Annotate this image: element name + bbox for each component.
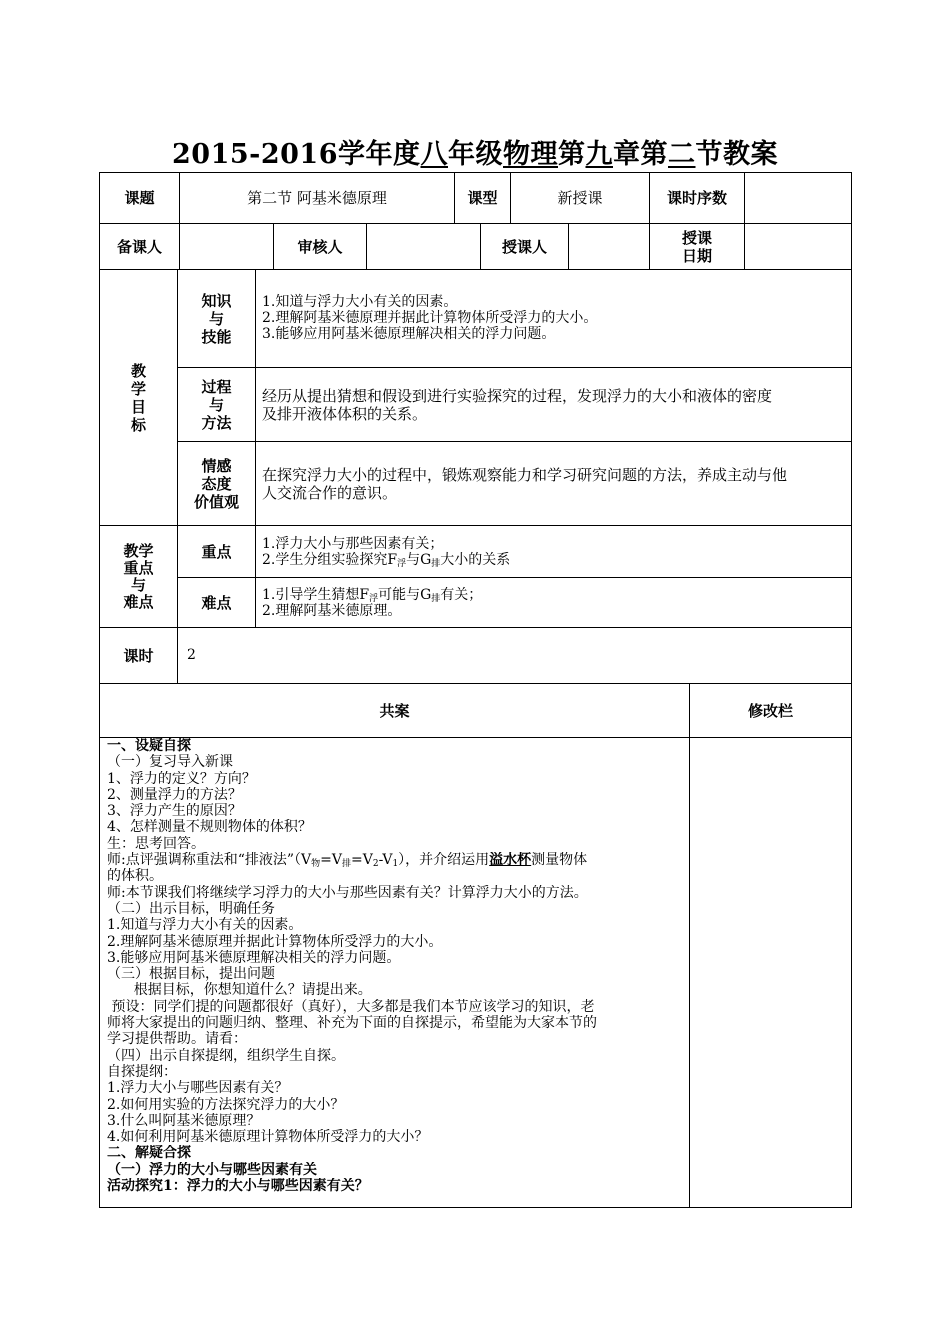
period-order-label: 课时序数 [666, 189, 727, 207]
key-point-text: 1.浮力大小与那些因素有关； 2.学生分组实验探究$F_浮$与$G_排$大小的关系 [262, 536, 511, 569]
teacher-label: 授课人 [501, 237, 547, 256]
preparer-label: 备课人 [116, 237, 162, 256]
page-title: 2015-2016学年度八年级物理第九章第二节教案 [172, 139, 778, 170]
objectives-label: 教 学 目 标 [130, 361, 146, 434]
type-label: 课型 [467, 189, 498, 207]
lesson-plan-body: 一、设疑自探 （一）复习导入新课 1、浮力的定义？方向？ 2、测量浮力的方法？ 3、浮力产生的原因？ 4、怎样测量不规则物体的体积？ 生：思考回答。 师:点评强调称重法和“排液法$”(V_物=V_排=V_2-V_1)$，并介绍运用溢水杯测量物体 的体积。 师:本节课我们将继续学习浮力的大小与那些因素有关？计算浮力大小的方法。 （二）出示目标，明确任务 1.知道与浮力大小有关的因素。 2.理解阿基米德原理并据此计算物体所受浮力的大小。 3.能够应用阿基米德原理解决相关的浮力问题。 （三）根据目标，提出问题 根据目标，你想知道什么？请提出来。 预设：同学们提的问题都很好（真好），大多都是我们本节应该学习的知识，老 师将大家提出的问题归纳、整理、补充为下面的自探提示，希望能为大家本节的 学习提供帮助。请看： （四）出示自探提纲，组织学生自探。 自探提纲： 1.浮力大小与哪些因素有关？ 2.如何用实验的方法探究浮力的大小？ 3.什么叫阿基米德原理？ 4.如何利用阿基米德原理计算物体所受浮力的大小？ 二、解疑合探 （一）浮力的大小与哪些因素有关 活动探究1：浮力的大小与哪些因素有关？ [107, 738, 597, 1195]
attitude-text: 在探究浮力大小的过程中，锻炼观察能力和学习研究问题的方法，养成主动与他 人交流合作的意识。 [262, 466, 788, 502]
reviewer-label: 审核人 [297, 237, 343, 256]
attitude-label: 情感 态度 价值观 [193, 456, 239, 511]
process-label: 过程 与 方法 [201, 377, 232, 432]
key-point-label: 重点 [201, 542, 232, 561]
shared-plan-header: 共案 [379, 701, 410, 720]
process-text: 经历从提出猜想和假设到进行实验探究的过程，发现浮力的大小和液体的密度 及排开液体体积的关系。 [262, 387, 773, 423]
type-value: 新授课 [557, 189, 603, 207]
knowledge-label: 知识 与 技能 [201, 291, 232, 346]
knowledge-text: 1.知道与浮力大小有关的因素。 2.理解阿基米德原理并据此计算物体所受浮力的大小。 3.能够应用阿基米德原理解决相关的浮力问题。 [262, 294, 598, 342]
topic-label: 课题 [124, 189, 155, 207]
hours-value: 2 [187, 647, 196, 663]
revision-column-header: 修改栏 [747, 701, 793, 720]
date-label: 授课 日期 [681, 228, 712, 265]
period-order-value [745, 173, 851, 223]
focus-label: 教学 重点 与 难点 [123, 541, 154, 611]
hours-label: 课时 [123, 646, 154, 665]
difficulty-text: 1.引导学生猜想$F_浮$可能与$G_排$有关； 2.理解阿基米德原理。 [262, 587, 483, 619]
topic-value: 第二节 阿基米德原理 [247, 189, 387, 207]
difficulty-label: 难点 [201, 593, 232, 612]
